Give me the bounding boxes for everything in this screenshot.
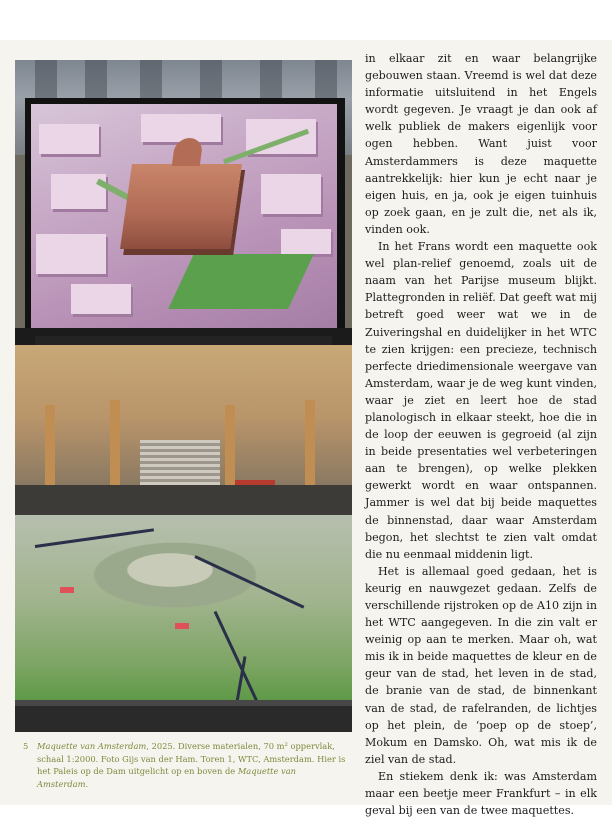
model-table-base [15, 700, 352, 732]
paragraph: Het is allemaal goed gedaan, het is keurig en nauwgezet gedaan. Zelfs de verschillende rijstroken op de A10 zijn in het WTC aangegeven. In die zin valt er weinig op aan te merken. Maar oh, wat mis ik in beide maquettes de kleur en de geur van de stad, het leven in de stad, de branie van de stad, de binnenkant van de stad, de rafelranden, de lichtjes op het plein, de ‘poep op de stoep’, Mokum en Damsko. Oh, wat mis ik de ziel van de stad. [365, 564, 597, 766]
caption-title: Maquette van Amsterdam [37, 741, 147, 751]
city-scale-model [15, 515, 352, 700]
figure-number: 5 [23, 741, 29, 751]
paragraph: In het Frans wordt een maquette ook wel plan-relief genoemd, zoals uit de naam van het Parijse museum blijkt. Plattegronden in reliëf. Dat geeft wat mij betreft goed weer wat we in de Zuiveringshal en duidelijker in het WTC te zien krijgen: een precieze, technisch perfecte driedimensionale weergave van Amsterdam, waar je de weg kunt vinden, waar je ziet en leert hoe de stad planologisch in elkaar steekt, hoe die in de loop der eeuwen is gegroeid (al zijn in beide presentaties wel verbeteringen aan te brengen), op welke plekken gewerkt wordt en waar ontspannen. Jammer is wel dat bij beide maquettes de binnenstad, daar waar Amsterdam begon, het slechtst te zien valt omdat die nu eenmaal middenin ligt. [365, 240, 597, 561]
paleis-op-de-dam-model [120, 164, 242, 249]
display-screen-paleis-op-de-dam [31, 104, 337, 328]
paragraph: En stiekem denk ik: was Amsterdam maar een beetje meer Frankfurt – in elk geval bij een van de twee maquettes. [365, 769, 597, 818]
dam-square [168, 254, 314, 309]
paragraph: in elkaar zit en waar belangrijke gebouwen staan. Vreemd is wel dat deze informatie uitsluitend in het Engels wordt gegeven. Je vraagt je dan ook af welk publiek de makers eigenlijk voor ogen hebben. Want juist voor Amsterdammers is deze maquette aantrekkelijk: hier kun je echt naar je eigen huis, en ja, ook je eigen tuinhuis op zoek gaan, en je zult die, net als ik, vinden ook. [365, 52, 597, 236]
caption-title-2: Maquette van Amsterdam [37, 766, 297, 789]
hall-interior [15, 345, 352, 525]
maquette-photo [15, 60, 352, 732]
figure-caption [23, 740, 347, 790]
staircase [140, 440, 220, 490]
caption-text: , 2025. Diverse materialen, 70 m² oppervlak, schaal 1:2000. Foto Gijs van der Ham. Toren 1, WTC, Amsterdam. Hier is het Paleis op de Dam uitgelicht op en boven de [37, 741, 346, 777]
article-body [365, 50, 597, 819]
caption-end: . [85, 778, 89, 789]
page-top-margin [0, 0, 612, 40]
